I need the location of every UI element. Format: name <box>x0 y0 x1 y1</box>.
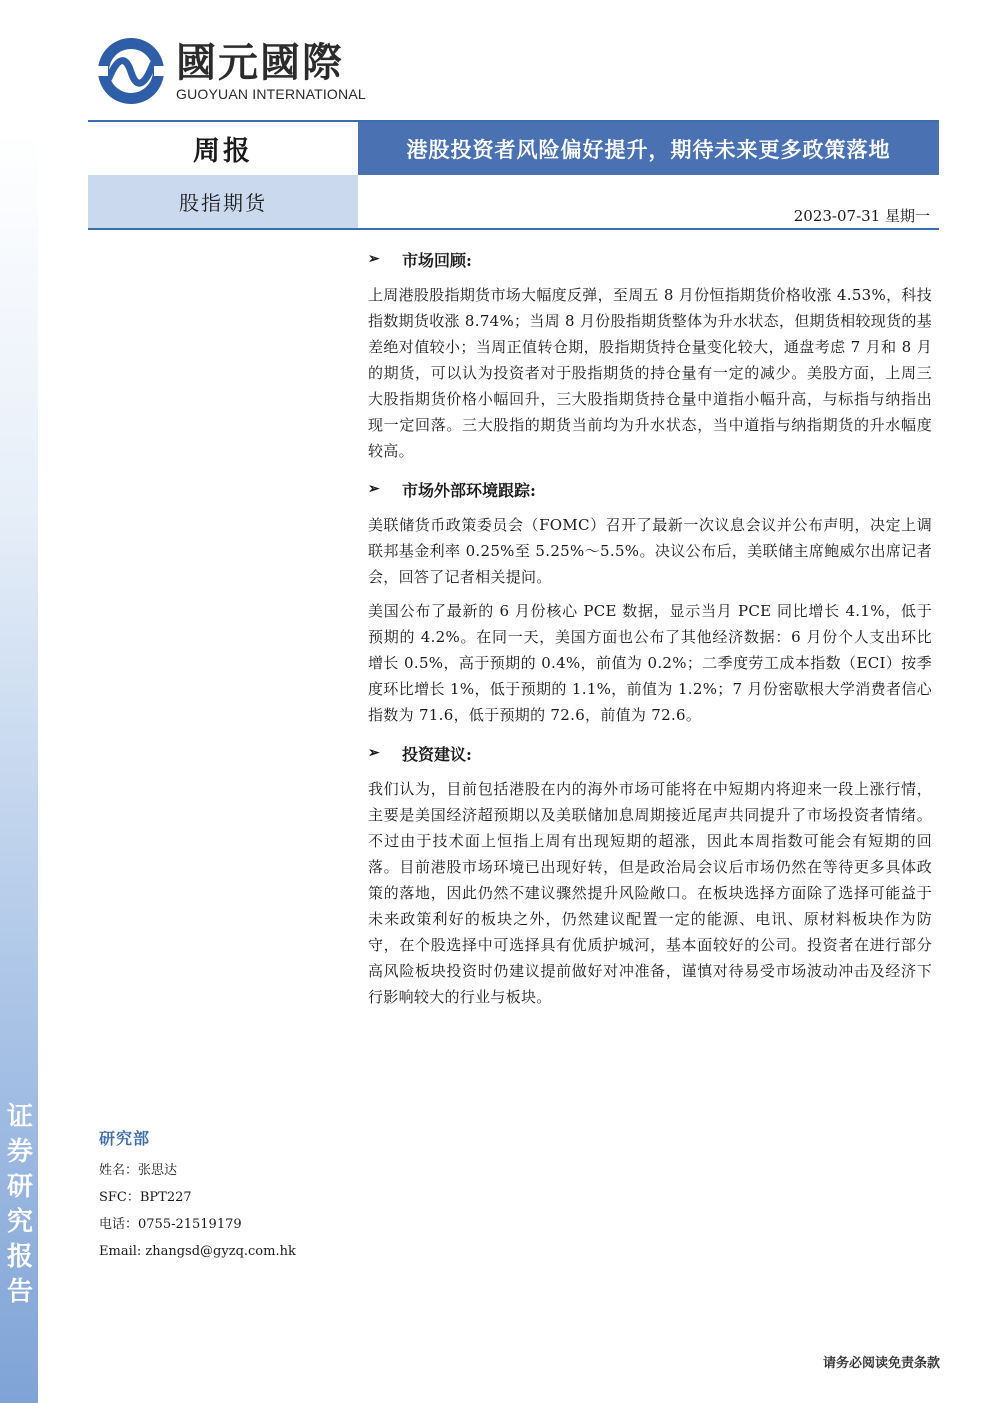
paragraph: 美联储货币政策委员会（FOMC）召开了最新一次议息会议并公布声明，决定上调联邦基金利率 0.25%至 5.25%～5.5%。决议公布后，美联储主席鲍威尔出席记者会，回答了记者相关提问。 <box>368 516 932 586</box>
analyst-contact <box>99 1126 349 1265</box>
report-title: 港股投资者风险偏好提升，期待未来更多政策落地 <box>358 122 939 175</box>
analyst-phone: 电话：0755-21519179 <box>99 1217 242 1232</box>
analyst-email: Email: zhangsd@gyzq.com.hk <box>99 1244 296 1259</box>
paragraph: 我们认为，目前包括港股在内的海外市场可能将在中短期内将迎来一段上涨行情，主要是美国经济超预期以及美联储加息周期接近尾声共同提升了市场投资者情绪。不过由于技术面上恒指上周有出现短期的超涨，因此本周指数可能会有短期的回落。目前港股市场环境已出现好转，但是政治局会议后市场仍然在等待更多具体政策的落地，因此仍然不建议骤然提升风险敞口。在板块选择方面除了选择可能益于未来政策利好的板块之外，仍然建议配置一定的能源、电讯、原材料板块作为防守，在个股选择中可选择具有优质护城河，基本面较好的公司。投资者在进行部分高风险板块投资时仍建议提前做好对冲准备，谨慎对待易受市场波动冲击及经济下行影响较大的行业与板块。 <box>368 780 932 1006</box>
section-heading-text: 投资建议: <box>402 744 472 764</box>
side-label-char: 报 <box>6 1242 33 1272</box>
section-heading <box>368 472 932 506</box>
section-heading <box>368 736 932 770</box>
company-logo <box>96 36 366 110</box>
department-name: 研究部 <box>99 1129 151 1148</box>
side-label-char: 券 <box>6 1137 33 1167</box>
report-date: 2023-07-31 星期一 <box>793 207 930 225</box>
paragraph: 上周港股股指期货市场大幅度反弹，至周五 8 月份恒指期货价格收涨 4.53%，科技指数期货收涨 8.74%；当周 8 月份股指期货整体为升水状态，但期货相较现货的基差绝对值较小；当周正值转仓期，股指期货持仓量变化较大，通盘考虑 7 月和 8 月的期货，可以认为投资者对于股指期货的持仓量有一定的减少。美股方面，上周三大股指期货价格小幅回升，三大股指期货持仓量中道指小幅升高，与标指与纳指出现一定回落。三大股指的期货当前均为升水状态，当中道指与纳指期货的升水幅度较高。 <box>368 286 932 460</box>
logo-english-name: GUOYUAN INTERNATIONAL <box>176 86 366 102</box>
side-label-char: 研 <box>6 1172 33 1202</box>
logo-mark-icon <box>96 36 166 106</box>
side-label-char: 证 <box>6 1102 33 1132</box>
bullet-arrow-icon: ➢ <box>368 745 380 761</box>
disclaimer-note: 请务必阅读免责条款 <box>822 1356 940 1371</box>
bullet-arrow-icon: ➢ <box>368 251 380 267</box>
side-label <box>3 1100 37 1310</box>
analyst-name: 姓名：张思达 <box>99 1163 178 1178</box>
header-bottom-rule <box>88 228 939 230</box>
paragraph: 美国公布了最新的 6 月份核心 PCE 数据，显示当月 PCE 同比增长 4.1%，低于预期的 4.2%。在同一天，美国方面也公布了其他经济数据：6 月份个人支出环比增长 0.5%，高于预期的 0.4%，前值为 0.2%；二季度劳工成本指数（ECI）按季度环比增长 1%，低于预期的 1.1%，前值为 1.2%；7 月份密歇根大学消费者信心指数为 71.6，低于预期的 72.6，前值为 72.6。 <box>368 602 932 724</box>
logo-chinese-name: 國元國際 <box>176 40 344 86</box>
report-body <box>368 240 932 1018</box>
section-heading <box>368 242 932 276</box>
analyst-sfc: SFC：BPT227 <box>99 1190 192 1205</box>
side-label-char: 究 <box>6 1207 33 1237</box>
side-label-char: 告 <box>6 1277 33 1307</box>
report-type: 周报 <box>88 122 358 175</box>
section-heading-text: 市场回顾: <box>402 250 472 270</box>
report-sector: 股指期货 <box>88 175 358 228</box>
bullet-arrow-icon: ➢ <box>368 481 380 497</box>
section-heading-text: 市场外部环境跟踪: <box>402 480 536 500</box>
